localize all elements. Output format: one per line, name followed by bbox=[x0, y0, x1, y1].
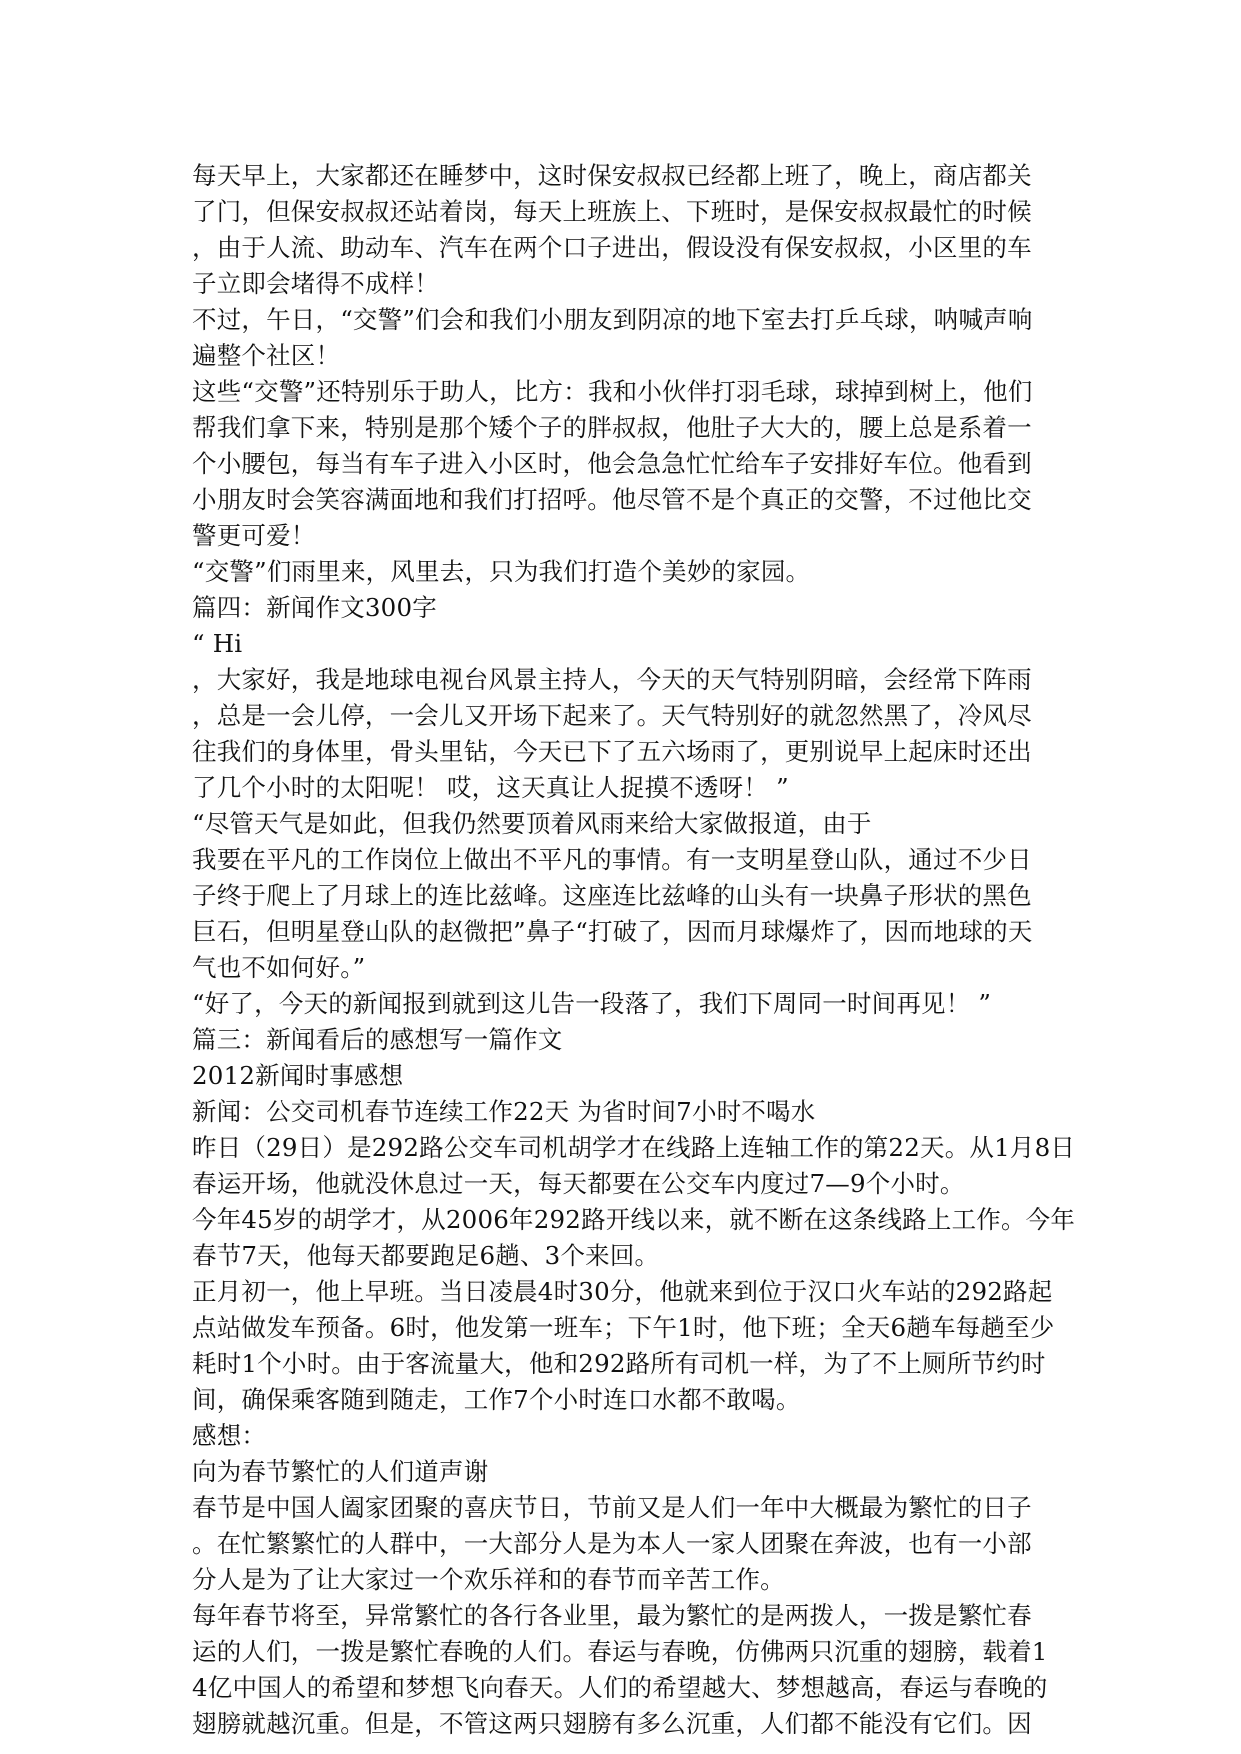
text-line: 春节是中国人阖家团聚的喜庆节日，节前又是人们一年中大概最为繁忙的日子 bbox=[192, 1493, 1032, 1522]
text-line: 4亿中国人的希望和梦想飞向春天。人们的希望越大、梦想越高，春运与春晚的 bbox=[192, 1673, 1048, 1702]
text-line: 警更可爱！ bbox=[192, 521, 316, 550]
text-line: 翅膀就越沉重。但是，不管这两只翅膀有多么沉重，人们都不能没有它们。因 bbox=[192, 1709, 1032, 1738]
text-line: 不过，午日，“交警”们会和我们小朋友到阴凉的地下室去打乒乓球，呐喊声响 bbox=[192, 305, 1033, 334]
text-line: 分人是为了让大家过一个欢乐祥和的春节而辛苦工作。 bbox=[192, 1565, 785, 1594]
text-line: 个小腰包，每当有车子进入小区时，他会急急忙忙给车子安排好车位。他看到 bbox=[192, 449, 1032, 478]
text-line: “交警”们雨里来，风里去，只为我们打造个美妙的家园。 bbox=[192, 557, 811, 586]
text-line: 子终于爬上了月球上的连比兹峰。这座连比兹峰的山头有一块鼻子形状的黑色 bbox=[192, 881, 1032, 910]
text-line: ，总是一会儿停，一会儿又开场下起来了。天气特别好的就忽然黑了，冷风尽 bbox=[192, 701, 1032, 730]
text-line: 感想： bbox=[192, 1421, 267, 1450]
text-line: 2012新闻时事感想 bbox=[192, 1061, 404, 1090]
text-line: 昨日（29日）是292路公交车司机胡学才在线路上连轴工作的第22天。从1月8日 bbox=[192, 1133, 1076, 1162]
text-line: 我要在平凡的工作岗位上做出不平凡的事情。有一支明星登山队，通过不少日 bbox=[192, 845, 1032, 874]
text-line: 了门，但保安叔叔还站着岗，每天上班族上、下班时，是保安叔叔最忙的时候 bbox=[192, 197, 1032, 226]
text-line: 小朋友时会笑容满面地和我们打招呼。他尽管不是个真正的交警，不过他比交 bbox=[192, 485, 1032, 514]
text-line: 每年春节将至，异常繁忙的各行各业里，最为繁忙的是两拨人，一拨是繁忙春 bbox=[192, 1601, 1032, 1630]
text-line: 正月初一，他上早班。当日凌晨4时30分，他就来到位于汉口火车站的292路起 bbox=[192, 1277, 1053, 1306]
text-line: 向为春节繁忙的人们道声谢 bbox=[192, 1457, 489, 1486]
text-line: 这些“交警”还特别乐于助人，比方：我和小伙伴打羽毛球，球掉到树上，他们 bbox=[192, 377, 1033, 406]
text-line: 。在忙繁繁忙的人群中，一大部分人是为本人一家人团聚在奔波，也有一小部 bbox=[192, 1529, 1032, 1558]
text-line: ，大家好，我是地球电视台风景主持人，今天的天气特别阴暗，会经常下阵雨 bbox=[192, 665, 1032, 694]
text-line: 每天早上，大家都还在睡梦中，这时保安叔叔已经都上班了，晚上，商店都关 bbox=[192, 161, 1032, 190]
text-line: 巨石，但明星登山队的赵微把”鼻子“打破了，因而月球爆炸了，因而地球的天 bbox=[192, 917, 1033, 946]
text-line: 帮我们拿下来，特别是那个矮个子的胖叔叔，他肚子大大的，腰上总是系着一 bbox=[192, 413, 1032, 442]
text-line: 气也不如何好。” bbox=[192, 953, 366, 982]
section-heading: 篇四：新闻作文300字 bbox=[192, 593, 437, 622]
text-line: 春运开场，他就没休息过一天，每天都要在公交车内度过7—9个小时。 bbox=[192, 1169, 965, 1198]
document-body bbox=[192, 158, 1076, 1742]
text-line: 运的人们，一拨是繁忙春晚的人们。春运与春晚，仿佛两只沉重的翅膀，载着1 bbox=[192, 1637, 1048, 1666]
text-line: 春节7天，他每天都要跑足6趟、3个来回。 bbox=[192, 1241, 660, 1270]
text-line: “尽管天气是如此，但我仍然要顶着风雨来给大家做报道，由于 bbox=[192, 809, 872, 838]
text-line: 点站做发车预备。6时，他发第一班车；下午1时，他下班；全天6趟车每趟至少 bbox=[192, 1313, 1055, 1342]
text-line: 新闻：公交司机春节连续工作22天 为省时间7小时不喝水 bbox=[192, 1097, 816, 1126]
section-heading: 篇三：新闻看后的感想写一篇作文 bbox=[192, 1025, 563, 1054]
text-line: 耗时1个小时。由于客流量大，他和292路所有司机一样，为了不上厕所节约时 bbox=[192, 1349, 1046, 1378]
text-line: 遍整个社区！ bbox=[192, 341, 341, 370]
text-line: ，由于人流、助动车、汽车在两个口子进出，假设没有保安叔叔，小区里的车 bbox=[192, 233, 1032, 262]
text-line: “ Hi bbox=[192, 629, 243, 658]
text-line: 间，确保乘客随到随走，工作7个小时连口水都不敢喝。 bbox=[192, 1385, 801, 1414]
text-line: 了几个小时的太阳呢！ 哎，这天真让人捉摸不透呀！ ” bbox=[192, 773, 789, 802]
text-line: 今年45岁的胡学才，从2006年292路开线以来，就不断在这条线路上工作。今年 bbox=[192, 1205, 1076, 1234]
text-line: 往我们的身体里，骨头里钻，今天已下了五六场雨了，更别说早上起床时还出 bbox=[192, 737, 1032, 766]
text-line: “好了，今天的新闻报到就到这儿告一段落了，我们下周同一时间再见！ ” bbox=[192, 989, 992, 1018]
text-line: 子立即会堵得不成样！ bbox=[192, 269, 439, 298]
